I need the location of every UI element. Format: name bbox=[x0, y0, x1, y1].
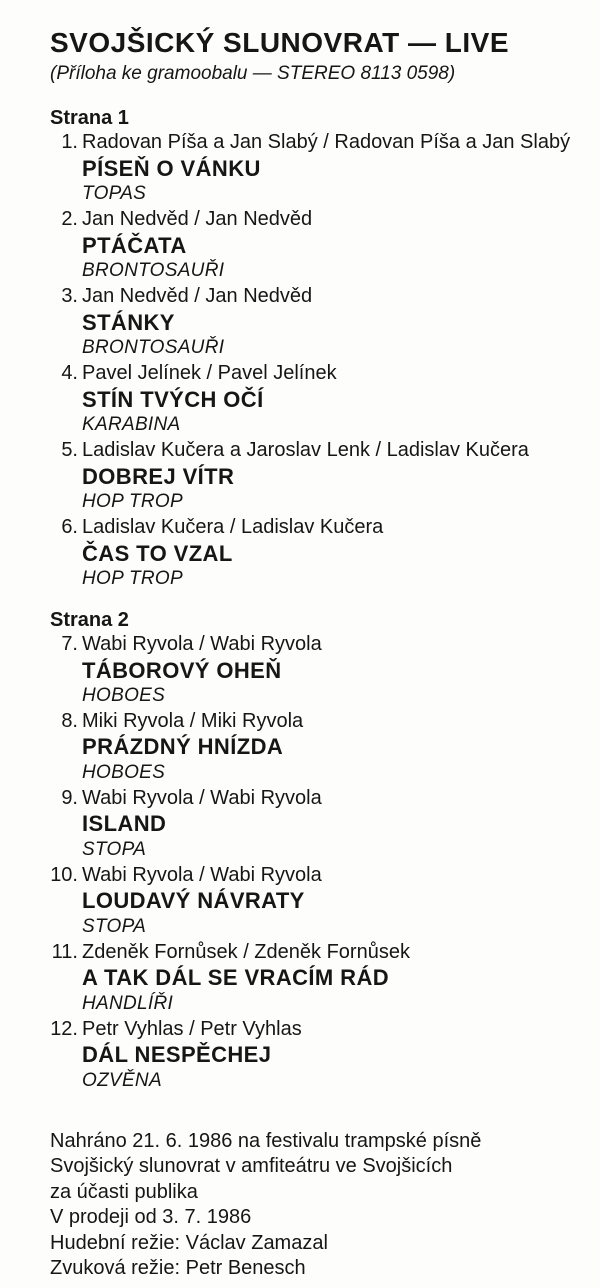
track-credits: Wabi Ryvola / Wabi Ryvola bbox=[82, 786, 322, 809]
track-title: TÁBOROVÝ OHEŇ bbox=[82, 657, 282, 683]
note-line: za účasti publika bbox=[50, 1180, 198, 1203]
track-number: 12. bbox=[50, 1017, 78, 1040]
track-number: 5. bbox=[61, 438, 78, 461]
track-row bbox=[50, 1017, 580, 1094]
track-performer: HANDLÍŘI bbox=[82, 993, 174, 1015]
track-number: 1. bbox=[61, 131, 78, 153]
track-title: STÁNKY bbox=[82, 309, 175, 335]
note-line: Nahráno 21. 6. 1986 na festivalu trampské písně bbox=[50, 1129, 482, 1152]
track-row bbox=[50, 940, 580, 1017]
album-title: SVOJŠICKÝ SLUNOVRAT — LIVE bbox=[50, 27, 509, 58]
side-2-tracklist bbox=[50, 632, 580, 1094]
track-credits: Wabi Ryvola / Wabi Ryvola bbox=[82, 632, 322, 655]
track-row bbox=[50, 207, 580, 284]
track-number: 7. bbox=[61, 632, 78, 655]
track-title: PTÁČATA bbox=[82, 232, 187, 258]
track-title: LOUDAVÝ NÁVRATY bbox=[82, 888, 305, 914]
track-title: DOBREJ VÍTR bbox=[82, 463, 235, 489]
track-number: 4. bbox=[61, 361, 78, 384]
track-title: DÁL NESPĚCHEJ bbox=[82, 1042, 272, 1068]
track-number: 11. bbox=[51, 940, 78, 963]
track-title: STÍN TVÝCH OČÍ bbox=[82, 386, 264, 412]
track-credits: Jan Nedvěd / Jan Nedvěd bbox=[82, 207, 313, 230]
track-title: ČAS TO VZAL bbox=[82, 540, 233, 566]
track-performer: HOBOES bbox=[82, 685, 166, 707]
track-row bbox=[50, 863, 580, 940]
track-performer: STOPA bbox=[82, 839, 147, 861]
track-row bbox=[50, 438, 580, 515]
side-1-label: Strana 1 bbox=[50, 107, 129, 129]
track-performer: HOP TROP bbox=[82, 568, 183, 590]
track-performer: KARABINA bbox=[82, 414, 181, 436]
track-credits: Wabi Ryvola / Wabi Ryvola bbox=[82, 863, 322, 886]
track-credits: Miki Ryvola / Miki Ryvola bbox=[82, 709, 304, 732]
track-number: 8. bbox=[61, 709, 78, 732]
note-line: V prodeji od 3. 7. 1986 bbox=[50, 1206, 252, 1229]
track-row bbox=[50, 361, 580, 438]
track-row bbox=[50, 709, 580, 786]
track-title: A TAK DÁL SE VRACÍM RÁD bbox=[82, 965, 390, 991]
track-performer: STOPA bbox=[82, 916, 147, 938]
track-number: 2. bbox=[61, 207, 78, 230]
track-row bbox=[50, 130, 580, 207]
track-title: PRÁZDNÝ HNÍZDA bbox=[82, 734, 284, 760]
track-performer: HOBOES bbox=[82, 762, 166, 784]
track-number: 9. bbox=[61, 786, 78, 809]
track-performer: HOP TROP bbox=[82, 491, 183, 513]
side-1-tracklist bbox=[50, 130, 580, 592]
track-number: 10. bbox=[50, 863, 78, 886]
track-title: PÍSEŇ O VÁNKU bbox=[82, 155, 261, 181]
track-credits: Zdeněk Fornůsek / Zdeněk Fornůsek bbox=[82, 940, 410, 963]
track-title: ISLAND bbox=[82, 811, 167, 837]
note-line: Hudební režie: Václav Zamazal bbox=[50, 1231, 328, 1254]
track-credits: Pavel Jelínek / Pavel Jelínek bbox=[82, 361, 337, 384]
track-performer: BRONTOSAUŘI bbox=[82, 260, 225, 282]
track-credits: Ladislav Kučera / Ladislav Kučera bbox=[82, 515, 384, 538]
track-credits: Ladislav Kučera a Jaroslav Lenk / Ladislav Kučera bbox=[82, 438, 529, 461]
album-subtitle: (Příloha ke gramoobalu — STEREO 8113 0598) bbox=[50, 63, 456, 84]
track-credits: Radovan Píša a Jan Slabý / Radovan Píša a Jan Slabý bbox=[82, 131, 571, 153]
track-number: 6. bbox=[61, 515, 78, 538]
track-number: 3. bbox=[61, 284, 78, 307]
track-performer: OZVĚNA bbox=[82, 1070, 162, 1092]
side-2-label: Strana 2 bbox=[50, 608, 129, 631]
note-line: Zvuková režie: Petr Benesch bbox=[50, 1257, 306, 1280]
track-row bbox=[50, 284, 580, 361]
track-performer: TOPAS bbox=[82, 183, 147, 205]
track-row bbox=[50, 515, 580, 592]
track-performer: BRONTOSAUŘI bbox=[82, 337, 225, 359]
track-credits: Petr Vyhlas / Petr Vyhlas bbox=[82, 1017, 302, 1040]
note-line: Svojšický slunovrat v amfiteátru ve Svojšicích bbox=[50, 1155, 453, 1178]
track-row bbox=[50, 786, 580, 863]
track-credits: Jan Nedvěd / Jan Nedvěd bbox=[82, 284, 313, 307]
recording-notes bbox=[50, 1129, 580, 1282]
track-row bbox=[50, 632, 580, 709]
